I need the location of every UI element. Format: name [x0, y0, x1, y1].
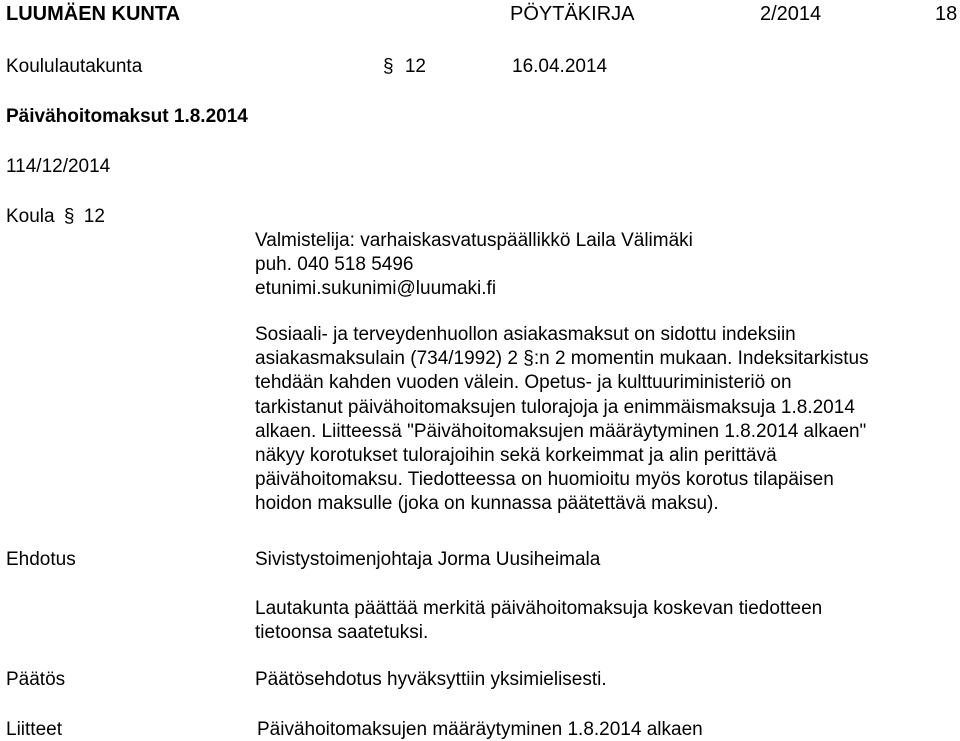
section-reference [383, 56, 426, 78]
section-number: 12 [404, 56, 426, 77]
item-title: Päivähoitomaksut 1.8.2014 [6, 106, 248, 127]
proposer-name: Sivistystoimenjohtaja Jorma Uusiheimala [255, 549, 601, 570]
attachments-label: Liitteet [6, 719, 62, 740]
description-line: näkyy korotukset tulorajoihin sekä korkeimmat ja alin perittävä [255, 445, 777, 467]
reference-number: 12 [83, 206, 105, 227]
previous-reference [6, 206, 105, 228]
attachment-item[interactable]: Päivähoitomaksujen määräytyminen 1.8.2014 alkaen [257, 719, 703, 740]
description-line: päivähoitomaksu. Tiedotteessa on huomioitu myös korotus tilapäisen [255, 469, 834, 491]
document-type: PÖYTÄKIRJA [510, 3, 635, 25]
description-line: hoidon maksulle (joka on kunnassa päätettävä maksu). [255, 493, 719, 515]
proposal-label: Ehdotus [6, 549, 76, 570]
preparer-line: Valmistelija: varhaiskasvatuspäällikkö Laila Välimäki [255, 230, 693, 251]
decision-text: Päätösehdotus hyväksyttiin yksimielisesti. [255, 669, 607, 690]
description-line: asiakasmaksulain (734/1992) 2 §:n 2 momentin mukaan. Indeksitarkistus [255, 348, 869, 370]
section-symbol: § [383, 56, 394, 77]
meeting-date: 16.04.2014 [512, 56, 608, 77]
reference-label: Koula [6, 206, 55, 227]
proposal-line: Lautakunta päättää merkitä päivähoitomaksuja koskevan tiedotteen [255, 598, 823, 619]
description-line: Sosiaali- ja terveydenhuollon asiakasmaksut on sidottu indeksiin [255, 324, 796, 345]
page-number: 18 [935, 3, 958, 25]
decision-label: Päätös [6, 669, 66, 690]
preparer-email: etunimi.sukunimi@luumaki.fi [255, 278, 497, 300]
reference-symbol: § [63, 206, 75, 227]
case-number: 114/12/2014 [6, 156, 111, 177]
municipality-name: LUUMÄEN KUNTA [6, 3, 181, 25]
proposal-text [255, 597, 945, 645]
preparer-phone: puh. 040 518 5496 [255, 254, 414, 276]
description-line: alkaen. Liitteessä "Päivähoitomaksujen määräytyminen 1.8.2014 alkaen" [255, 420, 867, 442]
description-line: tarkistanut päivähoitomaksujen tulorajoja ja enimmäismaksuja 1.8.2014 [255, 396, 855, 418]
document-number: 2/2014 [760, 3, 822, 25]
preparer-block [255, 229, 945, 302]
committee-name: Koululautakunta [6, 56, 143, 77]
proposal-line: tietoonsa saatetuksi. [255, 622, 429, 644]
description-line: tehdään kahden vuoden välein. Opetus- ja kulttuuriministeriö on [255, 372, 792, 394]
description-block [255, 323, 945, 517]
